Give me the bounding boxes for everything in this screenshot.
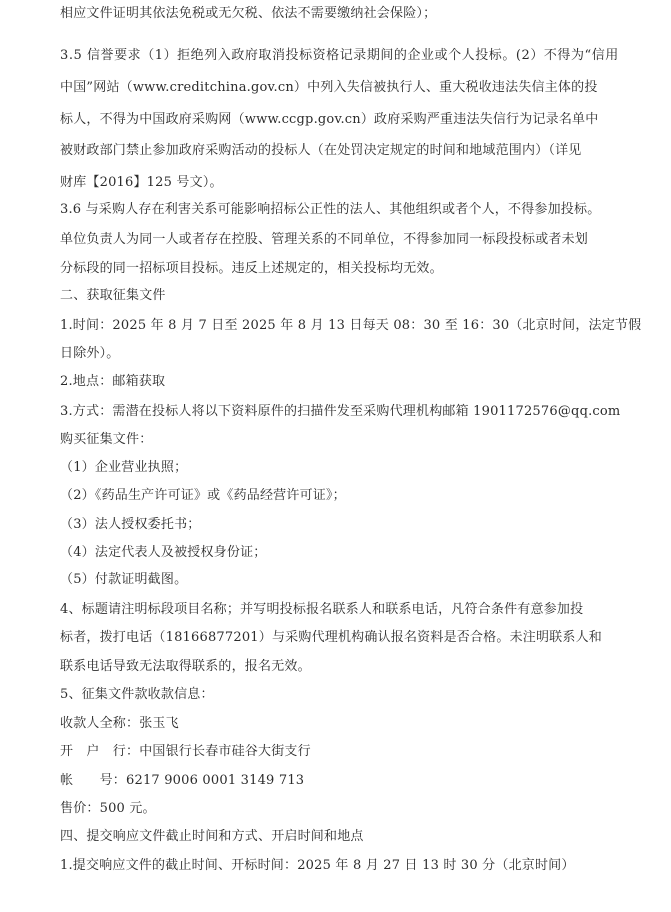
section-heading-4: 四、提交响应文件截止时间和方式、开启时间和地点 bbox=[60, 829, 364, 844]
payee-name: 收款人全称：张玉飞 bbox=[60, 716, 179, 731]
list-item-3: （3）法人授权委托书； bbox=[60, 517, 201, 532]
text-line-7: 3.6 与采购人存在利害关系可能影响招标公正性的法人、其他组织或者个人，不得参加投标。 bbox=[60, 202, 601, 217]
text-line-14: 3.方式：需潜在投标人将以下资料原件的扫描件发至采购代理机构邮箱 1901172576@qq.com bbox=[60, 404, 621, 419]
text-line-12: 日除外）。 bbox=[60, 346, 120, 361]
text-line-23: 联系电话导致无法取得联系的，报名无效。 bbox=[60, 659, 311, 674]
text-line-1: 相应文件证明其依法免税或无欠税、依法不需要缴纳社会保险）； bbox=[60, 6, 437, 21]
price-line: 售价：500 元。 bbox=[60, 801, 156, 816]
text-line-22: 标者，拨打电话（18166877201）与采购代理机构确认报名资料是否合格。未注明联系人和 bbox=[60, 630, 602, 645]
text-line-11: 1.时间：2025 年 8 月 7 日至 2025 年 8 月 13 日每天 08：30 至 16：30（北京时间，法定节假 bbox=[60, 318, 642, 333]
text-line-5: 被财政部门禁止参加政府采购活动的投标人（在处罚决定规定的时间和地域范围内）（详见 bbox=[60, 143, 582, 158]
text-line-21: 4、标题请注明标段项目名称；并写明投标报名联系人和联系电话，凡符合条件有意参加投 bbox=[60, 602, 584, 617]
text-line-30: 1.提交响应文件的截止时间、开标时间：2025 年 8 月 27 日 13 时 30 分（北京时间） bbox=[60, 858, 575, 873]
text-line-24: 5、征集文件款收款信息： bbox=[60, 687, 214, 702]
list-item-1: （1）企业营业执照； bbox=[60, 460, 188, 475]
text-line-2: 3.5 信誉要求（1）拒绝列入政府取消投标资格记录期间的企业或个人投标。(2）不得为“信用 bbox=[60, 48, 619, 63]
text-line-15: 购买征集文件： bbox=[60, 432, 153, 447]
payee-account: 帐 号：6217 9006 0001 3149 713 bbox=[60, 773, 305, 788]
list-item-2: （2）《药品生产许可证》或《药品经营许可证》； bbox=[60, 488, 346, 503]
section-heading-2: 二、获取征集文件 bbox=[60, 288, 166, 303]
text-line-6: 财库【2016】125 号文）。 bbox=[60, 175, 223, 190]
payee-bank: 开 户 行：中国银行长春市硅谷大街支行 bbox=[60, 744, 311, 759]
text-line-13: 2.地点：邮箱获取 bbox=[60, 374, 166, 389]
text-line-4: 标人，不得为中国政府采购网（www.ccgp.gov.cn）政府采购严重违法失信行为记录名单中 bbox=[60, 112, 599, 127]
list-item-5: （5）付款证明截图。 bbox=[60, 572, 188, 587]
list-item-4: （4）法定代表人及被授权身份证； bbox=[60, 545, 267, 560]
text-line-8: 单位负责人为同一人或者存在控股、管理关系的不同单位，不得参加同一标段投标或者未划 bbox=[60, 232, 589, 247]
text-line-3: 中国”网站（www.creditchina.gov.cn）中列入失信被执行人、重大税收违法失信主体的投 bbox=[60, 80, 598, 95]
text-line-9: 分标段的同一招标项目投标。违反上述规定的，相关投标均无效。 bbox=[60, 261, 443, 276]
